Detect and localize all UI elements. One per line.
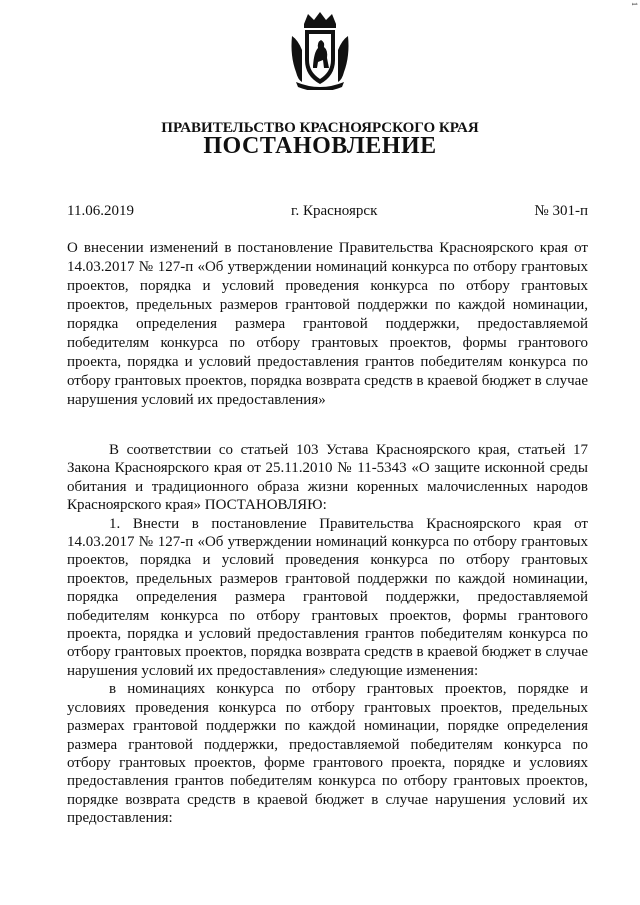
document-date: 11.06.2019	[67, 203, 134, 219]
document-city: г. Красноярск	[290, 203, 378, 219]
page-mark: 1	[630, 2, 639, 6]
document-number: № 301-п	[534, 203, 588, 219]
document-type: ПОСТАНОВЛЕНИЕ	[203, 133, 437, 159]
item-1-sub-paragraph: в номинациях конкурса по отбору грантовых проектов, порядке и условиях проведения конкурса по отбору грантовых проектов, предельных размерах грантовой поддержки по каждой номинации, порядке определения размера грантовой поддержки, предоставляемой победителям конкурса по отбору грантовых проектов, форме грантового проекта, порядке и условиях предоставления грантов победителям конкурса по отбору грантовых проектов, порядке возврата средств в краевой бюджет в случае нарушения условий их предоставления:	[67, 681, 588, 827]
krasnoyarsk-coat-of-arms-icon	[288, 10, 352, 90]
preamble-paragraph: В соответствии со статьей 103 Устава Красноярского края, статьей 17 Закона Красноярского края от 25.11.2010 № 11-5343 «О защите исконной среды обитания и традиционного образа жизни коренных малочисленных народов Красноярского края» ПОСТАНОВЛЯЮ:	[67, 442, 588, 514]
document-meta	[67, 203, 588, 220]
document-subject: О внесении изменений в постановление Правительства Красноярского края от 14.03.2017 № 127-п «Об утверждении номинаций конкурса по отбору грантовых проектов, порядка и условий проведения конкурса по отбору грантовых проектов, предельных размеров грантовой поддержки по каждой номинации, порядка определения размера грантовой поддержки, предоставляемой победителям конкурса по отбору грантовых проектов, формы грантового проекта, порядка и условий предоставления грантов победителям конкурса по отбору грантовых проектов, порядка возврата средств в краевой бюджет в случае нарушения условий их предоставления»	[67, 240, 588, 408]
item-1-paragraph: 1. Внести в постановление Правительства Красноярского края от 14.03.2017 № 127-п «Об утверждении номинаций конкурса по отбору грантовых проектов, порядка и условий проведения конкурса по отбору грантовых проектов, предельных размеров грантовой поддержки по каждой номинации, порядка определения размера грантовой поддержки, предоставляемой победителям конкурса по отбору грантовых проектов, формы грантового проекта, порядка и условий предоставления грантов победителям конкурса по отбору грантовых проектов, порядка возврата средств в краевой бюджет в случае нарушения условий их предоставления» следующие изменения:	[67, 515, 588, 679]
organization-title: ПРАВИТЕЛЬСТВО КРАСНОЯРСКОГО КРАЯ	[161, 120, 479, 136]
document-body	[67, 441, 588, 828]
